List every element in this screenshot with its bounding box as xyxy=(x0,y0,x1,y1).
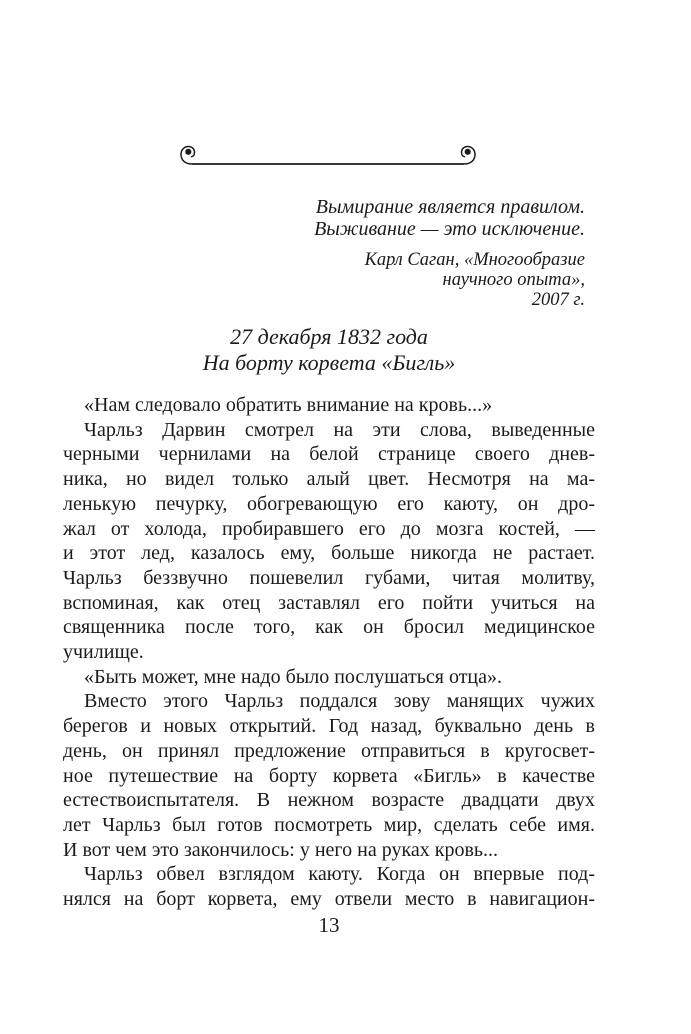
body-line: И вот чем это закончилось: у него на руках кровь... xyxy=(63,838,499,861)
body-line: берегов и новых открытий. Год назад, буквально день в xyxy=(63,715,595,738)
body-line: священника после того, как он бросил медицинское xyxy=(63,616,595,639)
body-line: ленькую печурку, обогревающую его каюту, он дро- xyxy=(63,492,595,515)
attribution-line: 2007 г. xyxy=(531,290,585,310)
body-line: Чарльз обвел взглядом каюту. Когда он впервые под- xyxy=(84,863,595,886)
body-line: ника, но видел только алый цвет. Несмотря на ма- xyxy=(63,468,595,491)
chapter-heading-date: 27 декабря 1832 года xyxy=(230,324,428,349)
body-line: «Нам следовало обратить внимание на кровь...» xyxy=(84,394,493,416)
body-line: Чарльз Дарвин смотрел на эти слова, выведенные xyxy=(84,418,595,441)
body-line: лет Чарльз был готов посмотреть мир, сделать себе имя. xyxy=(63,813,595,836)
body-line: ное путешествие на борту корвета «Бигль» в качестве xyxy=(63,764,595,787)
attribution-line: Карл Саган, «Многообразие xyxy=(364,250,585,270)
body-line: «Быть может, мне надо было послушаться отца». xyxy=(84,665,503,688)
epigraph xyxy=(63,196,585,240)
chapter-heading-place: На борту корвета «Бигль» xyxy=(202,349,456,375)
body-line: день, он принял предложение отправиться в кругосвет- xyxy=(63,739,595,762)
epigraph-attribution xyxy=(63,250,585,310)
chapter-heading xyxy=(63,324,595,375)
epigraph-line: Выживание — это исключение. xyxy=(314,218,585,240)
body-line: Чарльз беззвучно пошевелил губами, читая молитву, xyxy=(63,566,595,589)
body-line: жал от холода, пробиравшего его до мозга костей, — xyxy=(63,517,595,540)
body-line: и этот лед, казалось ему, больше никогда не растает. xyxy=(63,542,595,565)
body-line: вспоминая, как отец заставлял его пойти учиться на xyxy=(63,591,595,614)
attribution-line: научного опыта», xyxy=(442,270,585,290)
epigraph-line: Вымирание является правилом. xyxy=(315,196,585,218)
body-text xyxy=(63,393,595,912)
body-line: нялся на борт корвета, ему отвели место в навигацион- xyxy=(63,888,595,911)
body-line: естествоиспытателя. В нежном возрасте двадцати двух xyxy=(63,789,595,812)
body-line: Вместо этого Чарльз поддался зову манящих чужих xyxy=(84,690,595,713)
flourish-divider-icon xyxy=(178,144,478,168)
body-line: училище. xyxy=(63,641,144,664)
page-number: 13 xyxy=(318,913,340,937)
body-line: черными чернилами на белой странице своего днев- xyxy=(63,443,595,466)
